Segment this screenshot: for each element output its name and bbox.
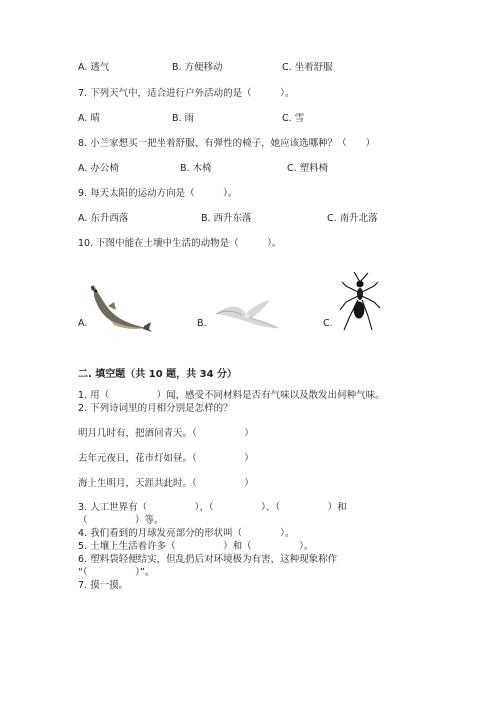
q8-option-c: C. 塑料椅 — [287, 163, 329, 174]
q9-option-b: B. 西升东落 — [201, 213, 252, 224]
fill-q3: 3. 人工世界有（ ）、（ ）、（ ）和 — [78, 502, 347, 513]
q8-stem: 8. 小兰家想买一把坐着舒服、有弹性的椅子，她应该选哪种？（ ） — [78, 138, 376, 149]
q6-option-a: A. 透气 — [78, 62, 110, 73]
seagull-icon — [214, 298, 282, 332]
q10-stem: 10. 下图中能在土壤中生活的动物是（ ）。 — [78, 238, 282, 249]
fill-q4: 4. 我们看到的月球发亮部分的形状叫（ ）。 — [78, 528, 295, 539]
fill-q2-poem-1: 明月几时有，把酒问青天。（ ） — [78, 428, 254, 439]
q9-option-a: A. 东升西落 — [78, 213, 129, 224]
q9-stem: 9. 每天太阳的运动方向是（ ）。 — [78, 188, 238, 199]
fill-q2-poem-2: 去年元夜日，花市灯如昼。（ ） — [78, 453, 254, 464]
q7-option-b: B. 雨 — [172, 113, 195, 124]
fill-q5: 5. 土壤上生活着许多（ ）和（ ）。 — [78, 541, 314, 552]
q6-option-c: C. 坐着舒服 — [282, 62, 333, 73]
fill-q7: 7. 摸一摸。 — [78, 580, 129, 591]
fill-q3-continued: （ ）等。 — [78, 515, 164, 526]
q7-option-c: C. 雪 — [282, 113, 305, 124]
q7-option-a: A. 晴 — [78, 113, 100, 124]
fill-q6-continued: “（ ）”。 — [78, 567, 155, 578]
fill-q2-poem-3: 海上生明月，天涯共此时。（ ） — [78, 478, 254, 489]
section-2-heading: 二. 填空题（共 10 题，共 34 分） — [78, 369, 238, 380]
q6-option-b: B. 方便移动 — [172, 62, 223, 73]
ant-icon — [338, 272, 382, 334]
q9-option-c: C. 南升北落 — [327, 213, 378, 224]
fill-q1: 1. 用（ ）闻，感受不同材料是否有气味以及散发出何种气味。 — [78, 390, 385, 401]
fish-icon — [88, 282, 152, 332]
q8-option-a: A. 办公椅 — [78, 163, 119, 174]
q10-option-c: C. — [323, 318, 333, 329]
q10-option-a: A. — [78, 318, 88, 329]
fill-q6: 6. 塑料袋轻便结实，但乱扔后对环境极为有害，这种现象称作 — [78, 554, 338, 565]
fill-q2: 2. 下列诗词里的月相分别是怎样的？ — [78, 403, 233, 414]
q10-option-b: B. — [197, 318, 207, 329]
q7-stem: 7. 下列天气中，适合进行户外活动的是（ ）。 — [78, 88, 295, 99]
q8-option-b: B. 木椅 — [180, 163, 212, 174]
